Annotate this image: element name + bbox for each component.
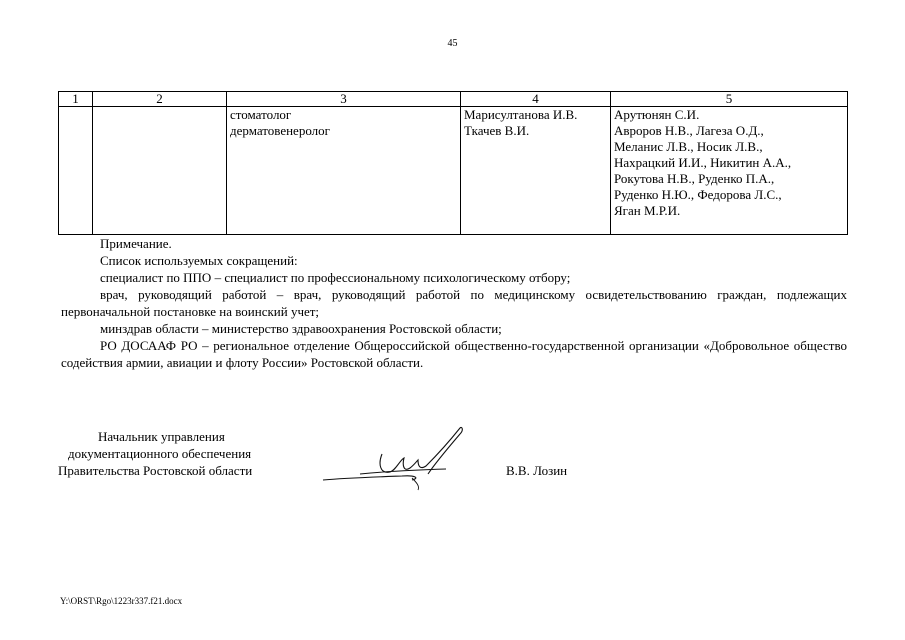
table-row [59, 107, 848, 235]
reserve-line: Яган М.Р.И. [614, 203, 681, 218]
table-header-row [59, 92, 848, 107]
table-cell-reserve [611, 107, 848, 235]
assignment-table [58, 91, 848, 235]
handwritten-signature [320, 422, 470, 492]
reserve-line: Нахрацкий И.И., Никитин А.А., [614, 155, 792, 170]
abbreviations-title: Список используемых сокращений: [100, 253, 298, 268]
abbreviation-item: врач, руководящий работой – врач, руководящий работой по медицинскому освидетельствованию граждан, подлежащих первоначальной постановке на воинский учет; [61, 287, 847, 319]
signatory-title-line: Правительства Ростовской области [58, 463, 253, 478]
signatory-title-line: документационного обеспечения [68, 446, 252, 461]
reserve-line: Авроров Н.В., Лагеза О.Д., [614, 123, 764, 138]
specialty-line: дерматовенеролог [230, 123, 330, 138]
abbreviation-item: специалист по ППО – специалист по профессиональному психологическому отбору; [100, 270, 571, 285]
note-heading: Примечание. [100, 236, 172, 251]
table-header-cell: 1 [59, 92, 93, 107]
page-number: 45 [447, 38, 458, 49]
signatory-name: В.В. Лозин [506, 463, 568, 478]
note-section [61, 235, 847, 371]
abbreviation-item: минздрав области – министерство здравоохранения Ростовской области; [100, 321, 502, 336]
file-path: Y:\ORST\Rgo\1223r337.f21.docx [60, 596, 183, 606]
specialty-line: стоматолог [230, 107, 292, 122]
table-header-cell: 5 [611, 92, 848, 107]
table-header-cell: 4 [461, 92, 611, 107]
reserve-line: Меланис Л.В., Носик Л.В., [614, 139, 763, 154]
signatory-title-line: Начальник управления [98, 429, 225, 444]
table-cell-specialty [227, 107, 461, 235]
table-cell-col1 [59, 107, 93, 235]
doctor-name: Марисултанова И.В. [464, 107, 578, 122]
reserve-line: Рокутова Н.В., Руденко П.А., [614, 171, 775, 186]
table-header-cell: 2 [93, 92, 227, 107]
reserve-line: Руденко Н.Ю., Федорова Л.С., [614, 187, 782, 202]
doctor-name: Ткачев В.И. [464, 123, 530, 138]
reserve-line: Арутюнян С.И. [614, 107, 700, 122]
table-cell-col2 [93, 107, 227, 235]
table-header-cell: 3 [227, 92, 461, 107]
signature-block [58, 428, 618, 503]
abbreviation-item: РО ДОСААФ РО – региональное отделение Общероссийской общественно-государственной организации «Добровольное общество содействия армии, авиации и флоту России» Ростовской области. [61, 338, 847, 370]
table-cell-doctors [461, 107, 611, 235]
